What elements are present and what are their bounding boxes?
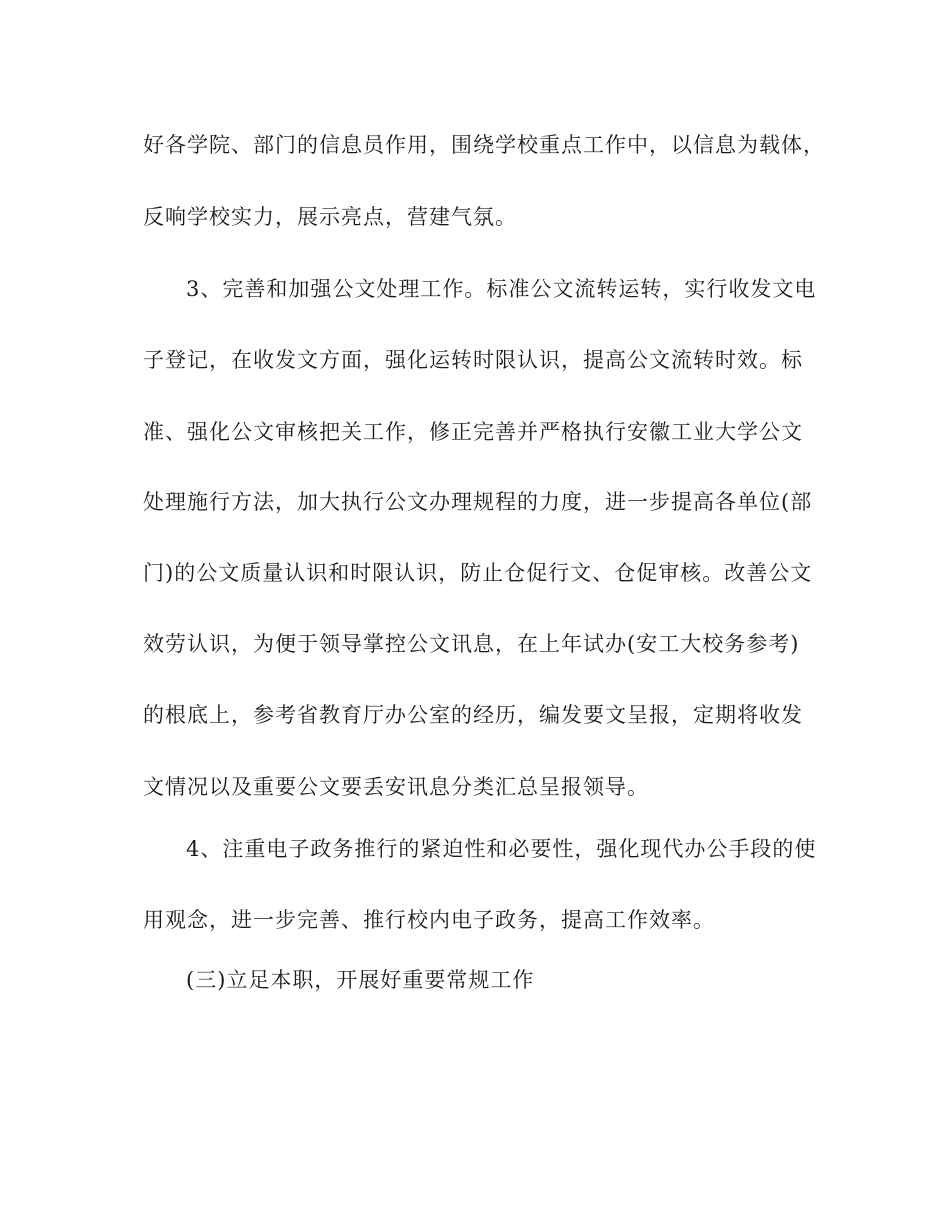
paragraph-line: 效劳认识，为便于领导掌控公文讯息，在上年试办(安工大校务参考) xyxy=(143,632,800,656)
paragraph-line: 门)的公文质量认识和时限认识，防止仓促行文、仓促审核。改善公文 xyxy=(143,561,813,585)
paragraph-line: 处理施行方法，加大执行公文办理规程的力度，进一步提高各单位(部 xyxy=(143,490,813,514)
paragraph-line: 文情况以及重要公文要丢安讯息分类汇总呈报领导。 xyxy=(143,775,649,799)
paragraph-line: 准、强化公文审核把关工作，修正完善并严格执行安徽工业大学公文 xyxy=(143,420,803,444)
paragraph-line: 4、注重电子政务推行的紧迫性和必要性，强化现代办公手段的使 xyxy=(186,837,817,861)
paragraph-line: 子登记，在收发文方面，强化运转时限认识，提高公文流转时效。标 xyxy=(143,348,803,372)
paragraph-line: 反响学校实力，展示亮点，营建气氛。 xyxy=(143,205,517,229)
paragraph-line: 用观念，进一步完善、推行校内电子政务，提高工作效率。 xyxy=(143,908,715,932)
paragraph-line: 3、完善和加强公文处理工作。标准公文流转运转，实行收发文电 xyxy=(186,277,817,301)
section-heading: (三)立足本职，开展好重要常规工作 xyxy=(186,968,535,992)
paragraph-line: 好各学院、部门的信息员作用，围绕学校重点工作中，以信息为载体， xyxy=(143,133,825,157)
paragraph-line: 的根底上，参考省教育厅办公室的经历，编发要文呈报，定期将收发 xyxy=(143,703,803,727)
